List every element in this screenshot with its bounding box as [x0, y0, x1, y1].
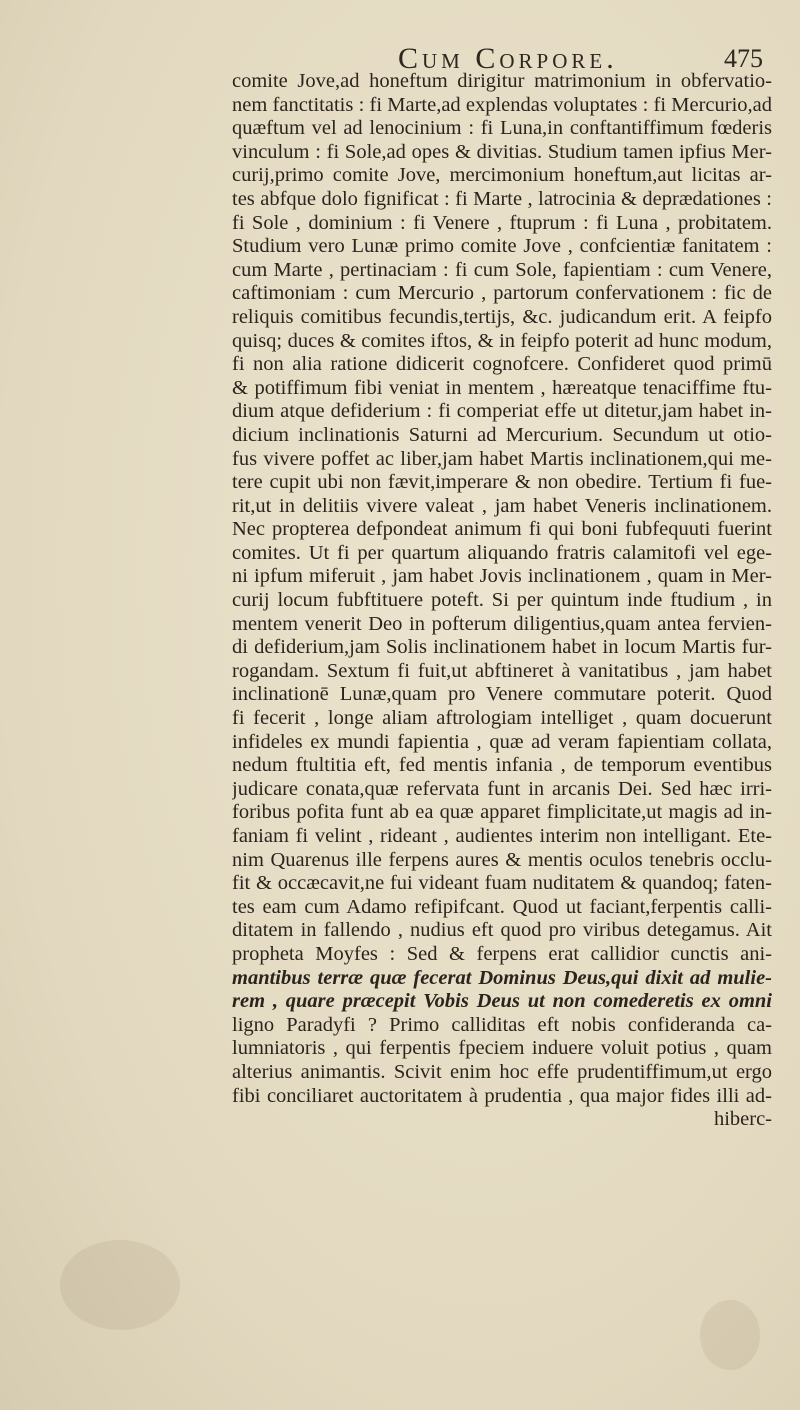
text-line: fi non alia ratione didicerit cognofcere. Confideret quod primū [232, 353, 772, 376]
text-line: foribus pofita funt ab ea quæ apparet fimplicitate,ut magis ad in- [232, 801, 772, 824]
paper-stain [60, 1240, 180, 1330]
text-line: comite Jove,ad honeftum dirigitur matrimonium in obfervatio- [232, 70, 772, 92]
text-line: tes abfque dolo fignificat : fi Marte , latrocinia & deprædationes : [232, 187, 772, 210]
text-line: mentem venerit Deo in pofterum diligentius,quam antea fervien- [232, 612, 772, 635]
text-line: dicium inclinationis Saturni ad Mercurium. Secundum ut otio- [232, 423, 772, 446]
text-line: rogandam. Sextum fi fuit,ut abftineret à vanitatibus , jam habet [232, 659, 772, 682]
text-line: caftimoniam : cum Mercurio , partorum confervationem : fic de [232, 282, 772, 305]
text-line: dium atque defiderium : fi comperiat effe ut ditetur,jam habet in- [232, 400, 772, 423]
text-line: & potiffimum fibi veniat in mentem , hæreatque tenaciffime ftu- [232, 376, 772, 399]
body-text [232, 70, 772, 1132]
text-line: quæftum vel ad lenocinium : fi Luna,in conftantiffimum fœderis [232, 117, 772, 140]
text-line: tere cupit ubi non fævit,imperare & non obedire. Tertium fi fue- [232, 471, 772, 494]
text-line: rit,ut in delitiis vivere valeat , jam habet Veneris inclinationem. [232, 494, 772, 517]
text-line: lumniatoris , qui ferpentis fpeciem induere voluit potius , quam [232, 1037, 772, 1060]
text-line: faniam fi velint , rideant , audientes interim non intelligant. Ete- [232, 825, 772, 847]
text-line: fi fecerit , longe aliam aftrologiam intelliget , quam docuerunt [232, 707, 772, 730]
text-line: Nec propterea defpondeat animum fi qui boni fubfequuti fuerint [232, 518, 772, 541]
text-line: di defiderium,jam Solis inclinationem habet in locum Martis fur- [232, 636, 772, 659]
text-line: infideles ex mundi fapientia , quæ ad veram fapientiam collata, [232, 730, 772, 753]
text-line: inclinationē Lunæ,quam pro Venere commutare poterit. Quod [232, 683, 772, 706]
text-line: comites. Ut fi per quartum aliquando fratris calamitofi vel ege- [232, 541, 772, 564]
scripture-quote-line: mantibus terræ quæ fecerat Dominus Deus,qui dixit ad mulie- [232, 966, 772, 989]
text-line: fus vivere poffet ac liber,jam habet Martis inclinationem,qui me- [232, 447, 772, 470]
text-line: ni ipfum miferuit , jam habet Jovis inclinationem , quam in Mer- [232, 565, 772, 588]
page-number: 475 [724, 44, 763, 73]
text-line: reliquis comitibus fecundis,tertijs, &c. judicandum erit. A feipfo [232, 305, 772, 328]
text-line: quisq; duces & comites iftos, & in feipfo poterit ad hunc modum, [232, 329, 772, 352]
text-line: ligno Paradyfi ? Primo calliditas eft nobis confideranda ca- [232, 1013, 772, 1036]
text-line: propheta Moyfes : Sed & ferpens erat callidior cunctis ani- [232, 942, 772, 965]
text-line: fi Sole , dominium : fi Venere , ftuprum : fi Luna , probitatem. [232, 211, 772, 234]
running-head: Cum Corpore. [398, 42, 618, 75]
text-line: curij,primo comite Jove, mercimonium honeftum,aut licitas ar- [232, 164, 772, 187]
text-line: ditatem in fallendo , nudius eft quod pro viribus detegamus. Ait [232, 919, 772, 942]
paper-stain [700, 1300, 760, 1370]
text-line: fibi conciliaret auctoritatem à prudentia , qua major fides illi ad- [232, 1084, 772, 1107]
text-line: curij locum fubftituere poteft. Si per quintum inde ftudium , in [232, 589, 772, 612]
text-line: Studium vero Lunæ primo comite Jove , confcientiæ fanitatem : [232, 235, 772, 258]
text-line: alterius animantis. Scivit enim hoc effe prudentiffimum,ut ergo [232, 1060, 772, 1083]
text-line: tes eam cum Adamo refipifcant. Quod ut faciant,ferpentis calli- [232, 895, 772, 918]
text-line: nedum ftultitia eft, fed mentis infania , de temporum eventibus [232, 754, 772, 777]
text-line: cum Marte , pertinaciam : fi cum Sole, fapientiam : cum Venere, [232, 258, 772, 281]
page-header [0, 14, 800, 74]
text-line: nim Quarenus ille ferpens aures & mentis oculos tenebris occlu- [232, 848, 772, 871]
text-line: nem fanctitatis : fi Marte,ad explendas voluptates : fi Mercurio,ad [232, 93, 772, 116]
text-line: vinculum : fi Sole,ad opes & divitias. Studium tamen ipfius Mer- [232, 140, 772, 163]
catchword: hiberc- [713, 1108, 772, 1131]
scripture-quote-line: rem , quare præcepit Vobis Deus ut non comederetis ex omni [232, 990, 772, 1013]
text-line: fit & occæcavit,ne fui videant fuam nuditatem & quandoq; faten- [232, 872, 772, 895]
text-line: judicare conata,quæ refervata funt in arcanis Dei. Sed hæc irri- [232, 777, 772, 800]
